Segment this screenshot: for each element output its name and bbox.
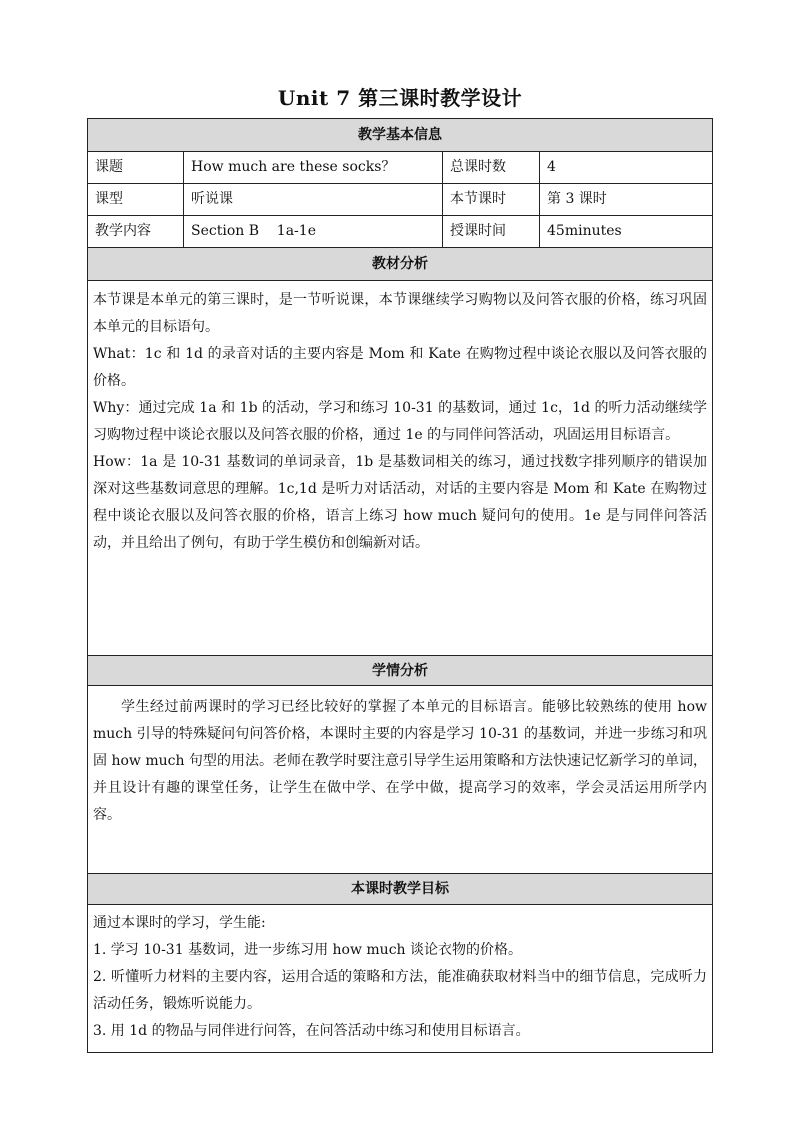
basic-info-header: 教学基本信息 [88,119,712,152]
duration-label: 授课时间 [443,216,540,247]
content-value: Section B 1a-1e [184,216,443,247]
material-paragraph: 本节课是本单元的第三课时，是一节听说课，本节课继续学习购物以及问答衣服的价格，练习巩固本单元的目标语句。 [93,292,707,335]
topic-value: How much are these socks？ [184,152,443,183]
total-lessons-label: 总课时数 [443,152,540,183]
goal-item: 1. 学习 10-31 基数词，进一步练习用 how much 谈论衣物的价格。 [93,942,522,958]
info-row-topic [88,152,712,184]
current-lesson-value: 第 3 课时 [547,191,607,207]
goal-item: 3. 用 1d 的物品与同伴进行问答，在问答活动中练习和使用目标语言。 [93,1023,530,1039]
material-how: How：1a 是 10-31 基数词的单词录音，1b 是基数词相关的练习，通过找数字排列顺序的错误加深对这些基数词意思的理解。1c,1d 是听力对话活动，对话的主要内容是 Mom 和 Kate 在购物过程中谈论衣服以及问答衣服的价格，语言上练习 how much 疑问句的使用。1e 是与同伴问答活动，并且给出了例句，有助于学生模仿和创编新对话。 [93,454,707,551]
goals-intro: 通过本课时的学习，学生能: [93,915,266,931]
teaching-goals-header: 本课时教学目标 [88,874,712,905]
current-lesson-label: 本节课时 [443,184,540,215]
lesson-type-value: 听说课 [184,184,443,215]
page-title: Unit 7 第三课时教学设计 [277,86,523,110]
material-why: Why：通过完成 1a 和 1b 的活动，学习和练习 10-31 的基数词，通过 1c，1d 的听力活动继续学习购物过程中谈论衣服以及问答衣服的价格，通过 1e 的与同伴问答活动，巩固运用目标语言。 [93,400,707,443]
material-what: What：1c 和 1d 的录音对话的主要内容是 Mom 和 Kate 在购物过程中谈论衣服以及问答衣服的价格。 [93,346,707,389]
teaching-goals-body [88,905,712,1052]
material-analysis-body [88,281,712,656]
learner-analysis-header: 学情分析 [88,656,712,686]
total-lessons-value: 4 [547,159,556,175]
topic-label: 课题 [88,152,184,183]
info-row-content [88,216,712,248]
info-row-type [88,184,712,216]
learner-analysis-body [88,686,712,874]
lesson-plan-table [87,118,713,1053]
learner-paragraph: 学生经过前两课时的学习已经比较好的掌握了本单元的目标语言。能够比较熟练的使用 how much 引导的特殊疑问句问答价格，本课时主要的内容是学习 10-31 的基数词，并进一步练习和巩固 how much 句型的用法。老师在教学时要注意引导学生运用策略和方法快速记忆新学习的单词，并且设计有趣的课堂任务，让学生在做中学、在学中做，提高学习的效率，学会灵活运用所学内容。 [93,699,707,823]
content-label: 教学内容 [88,216,184,247]
material-analysis-header: 教材分析 [88,248,712,281]
duration-value: 45minutes [547,223,622,239]
goal-item: 2. 听懂听力材料的主要内容，运用合适的策略和方法，能准确获取材料当中的细节信息，完成听力活动任务，锻炼听说能力。 [93,969,707,1012]
lesson-type-label: 课型 [88,184,184,215]
